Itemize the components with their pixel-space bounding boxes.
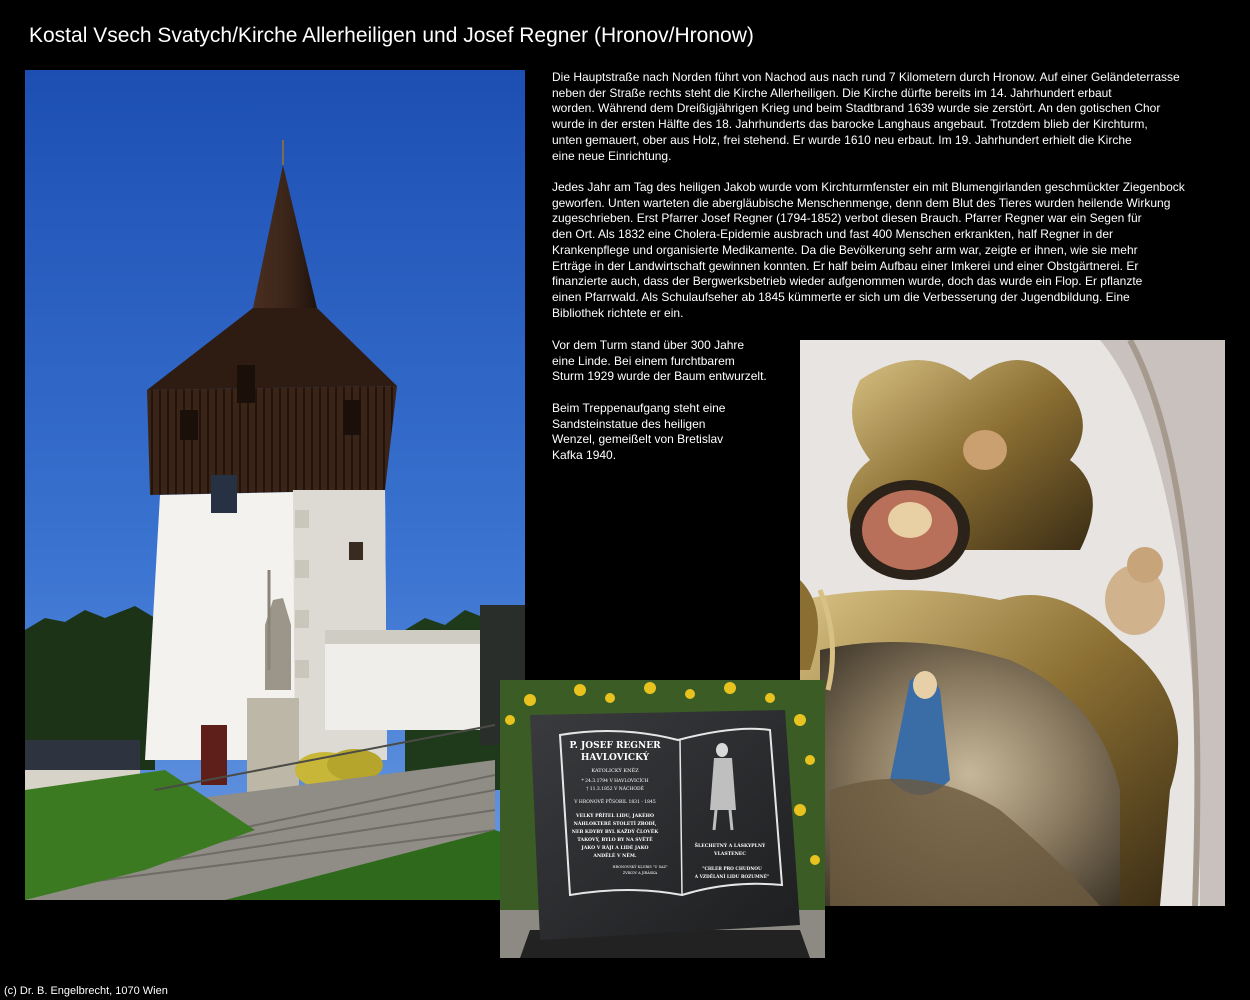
baroque-altar-photo [800,340,1225,906]
plaque-name-1: P. JOSEF REGNER [569,741,661,751]
plaque-name-2: HAVLOVICKÝ [580,753,650,763]
plaque-quote-line: JAKO V RÁJI A LIDÉ JAKO [581,846,649,851]
plaque-right-caption: ŠLECHETNÝ A LÁSKYPLNÝ [694,844,766,849]
church-tower-photo [25,70,525,900]
plaque-quote-line: TAKOVÝ, BYLO BY NA SVĚTĚ [577,838,653,843]
plaque-role: KATOLICKÝ KNĚZ [591,768,639,774]
plaque-quote-line: NEB KDYBY BYL KAŽDÝ ČLOVĚK [571,830,659,835]
page-title: Kostal Vsech Svatych/Kirche Allerheiligen und Josef Regner (Hronov/Hronow) [29,24,754,47]
plaque-right-quote: "CHLEB PRO CHUDNOU [702,867,762,872]
plaque-quote-line: VELKÝ PŘÍTEL LIDU, JAKÉHO [576,814,654,819]
clock-face [211,475,237,513]
plaque-right-caption: VLASTENEC [714,852,746,857]
church-tower-illustration [25,70,525,900]
plaque-born: * 24.3.1794 V HAVLOVICÍCH [581,779,649,784]
statue-pedestal [247,698,299,798]
plaque-quote-line: ANDĚLÉ V NĚM. [593,854,637,859]
memorial-plaque-photo [500,680,825,958]
plaque-quote-source: ZVIKOV A JIRÁSKA [622,871,658,875]
paragraph-statue: Beim Treppenaufgang steht eine Sandsteinstatue des heiligen Wenzel, gemeißelt von Bretislav Kafka 1940. [552,401,726,463]
plaque-right-quote: A VZDĚLÁNÍ LIDU ROZUMNÉ" [694,875,770,880]
altar-illustration [800,340,1225,906]
plaque-died: † 11.3.1852 V NÁCHODĚ [586,787,644,792]
paragraph-regner: Jedes Jahr am Tag des heiligen Jakob wurde vom Kirchturmfenster ein mit Blumengirlanden geschmückter Ziegenbock geworfen. Unten warteten die abergläubische Menschenmenge, denn dem Blut des Tieres wurden heilende Wirkung zugeschrieben. Erst Pfarrer Josef Regner (1794-1852) verbot diesen Brauch. Pfarrer Regner war ein Segen für den Ort. Als 1832 eine Cholera-Epidemie ausbrach und fast 400 Menschen erkrankten, half Regner in der Krankenpflege und organisierte Medikamente. Da die Bevölkerung sehr arm war, zeigte er ihnen, wie sie mehr Erträge in der Landwirtschaft gewinnen konnten. Er half beim Aufbau einer Imkerei und einer Obstgärtnerei. Er finanzierte auch, dass der Bergwerksbetrieb wieder aufgenommen wurde, doch das wurde ein Flop. Er pflanzte einen Pfarrwald. Als Schulaufseher ab 1845 kümmerte er sich um die Verbesserung der Jugendbildung. Eine Bibliothek richtete er ein. [552,180,1185,320]
copyright-notice: (c) Dr. B. Engelbrecht, 1070 Wien [4,985,168,997]
paragraph-linden: Vor dem Turm stand über 300 Jahre eine Linde. Bei einem furchtbarem Sturm 1929 wurde der Baum entwurzelt. [552,338,767,384]
plaque-quote-source: HRONOVSKÝ KLUBIS "U SAZ" [612,865,668,869]
plaque-illustration [500,680,825,958]
plaque-office: V HRONOVĚ PŮSOBIL 1831 - 1845 [574,800,656,805]
plaque-quote-line: NÁHLOKTERÉ STOLETÍ ZRODÍ, [573,822,657,827]
paragraph-history: Die Hauptstraße nach Norden führt von Nachod aus nach rund 7 Kilometern durch Hronow. Auf einer Geländeterrasse neben der Straße rechts steht die Kirche Allerheiligen. Die Kirche dürfte bereits im 14. Jahrhundert erbaut worden. Während dem Dreißigjährigen Krieg und beim Stadtbrand 1639 wurde sie zerstört. An den gotischen Chor wurde in der ersten Hälfte des 18. Jahrhunderts das barocke Langhaus angebaut. Trotzdem blieb der Kirchturm, unten gemauert, ober aus Holz, frei stehend. Er wurde 1610 neu erbaut. Im 19. Jahrhundert erhielt die Kirche eine neue Einrichtung. [552,70,1180,163]
